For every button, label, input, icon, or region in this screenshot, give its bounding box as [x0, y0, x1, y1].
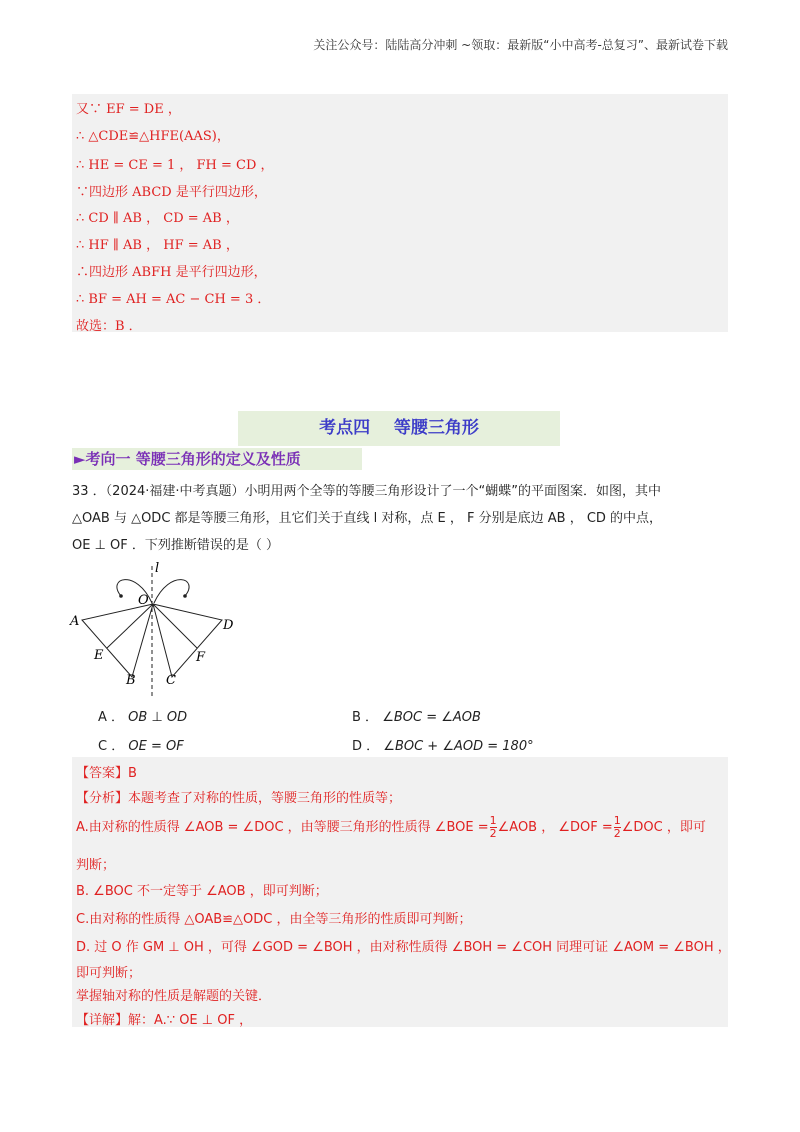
topic-title: 考点四 等腰三角形 [238, 411, 560, 446]
label-D: D [223, 618, 234, 633]
analysis-a-part2: ∠AOB ， ∠DOF = [497, 820, 613, 835]
triangle-OAB [82, 604, 153, 677]
solution-line: ∴四边形 ABFH 是平行四边形， [76, 265, 267, 280]
analysis-a-part1: A.由对称的性质得 ∠AOB = ∠DOC ，由等腰三角形的性质得 ∠BOE = [76, 820, 489, 835]
option-d-text: ∠BOC + ∠AOD = 180° [383, 739, 534, 754]
option-d-letter: D ． [352, 739, 380, 754]
option-b-letter: B ． [352, 710, 379, 725]
detail-line: 【详解】解：A.∵ OE ⊥ OF ， [76, 1013, 253, 1028]
option-b-text: ∠BOC = ∠AOB [382, 710, 481, 725]
label-l: l [155, 561, 160, 576]
label-A: A [70, 614, 80, 629]
label-B: B [126, 673, 136, 688]
solution-line: 又∵ EF = DE ， [76, 102, 181, 117]
solution-line: ∴ HE = CE = 1 ， FH = CD ， [76, 158, 274, 173]
solution-line: 故选：B ． [76, 319, 142, 334]
solution-line: ∴ △CDE≌△HFE(AAS)， [76, 129, 230, 144]
option-d [352, 735, 534, 754]
solution-line: ∴ HF ∥ AB ， HF = AB ， [76, 238, 239, 253]
fraction-num: 1 [613, 814, 621, 827]
analysis-a-cont: 判断； [76, 858, 116, 873]
analysis-d-line: D. 过 O 作 GM ⊥ OH ，可得 ∠GOD = ∠BOH ，由对称性质得 ∠BOH = ∠COH 同理可证 ∠AOM = ∠BOH ， [76, 940, 731, 955]
option-b [352, 706, 481, 725]
label-O: O [138, 593, 149, 608]
analysis-b-line: B. ∠BOC 不一定等于 ∠AOB ，即可判断； [76, 884, 328, 899]
option-a-letter: A ． [98, 710, 125, 725]
fraction-half-2 [614, 815, 621, 840]
page-header: 关注公众号：陆陆高分冲刺 ~领取：最新版“小中高考-总复习”、最新试卷下载 [313, 38, 728, 52]
label-C: C [166, 673, 176, 688]
key-point-line: 掌握轴对称的性质是解题的关键． [76, 989, 272, 1004]
butterfly-figure [66, 558, 246, 703]
analysis-a-part3: ∠DOC ，即可 [621, 820, 706, 835]
answer-line: 【答案】B [76, 766, 137, 781]
solution-line: ∵四边形 ABCD 是平行四边形， [76, 185, 267, 200]
label-F: F [196, 650, 206, 665]
fraction-num: 1 [489, 814, 497, 827]
option-a [98, 706, 187, 725]
question-line-2: △OAB 与 △ODC 都是等腰三角形，且它们关于直线 l 对称，点 E ， F 分别是底边 AB ， CD 的中点， [72, 511, 663, 526]
solution-line: ∴ BF = AH = AC − CH = 3 ． [76, 292, 271, 307]
answer-box [72, 757, 731, 1028]
fraction-half-1 [490, 815, 497, 840]
solution-line: ∴ CD ∥ AB ， CD = AB ， [76, 211, 239, 226]
question-line-3: OE ⊥ OF ．下列推断错误的是（ ） [72, 538, 280, 553]
segment-OF [153, 604, 197, 648]
question-line-1: 33 ．（2024·福建·中考真题）小明用两个全等的等腰三角形设计了一个“蝴蝶”的平面图案．如图，其中 [72, 484, 661, 499]
analysis-c-line: C.由对称的性质得 △OAB≌△ODC ，由全等三角形的性质即可判断； [76, 912, 472, 927]
option-a-text: OB ⊥ OD [128, 710, 188, 725]
fraction-den: 2 [613, 827, 621, 840]
fraction-den: 2 [489, 827, 497, 840]
option-c-text: OE = OF [128, 739, 184, 754]
subtopic-title: ►考向一 等腰三角形的定义及性质 [72, 448, 362, 470]
right-antenna [154, 580, 189, 603]
analysis-line: 【分析】本题考查了对称的性质，等腰三角形的性质等； [76, 791, 402, 806]
analysis-d-cont: 即可判断； [76, 966, 142, 981]
segment-OE [107, 604, 153, 648]
option-c [98, 735, 184, 754]
solution-tail-box [72, 94, 728, 332]
analysis-a-line [76, 815, 706, 840]
option-c-letter: C ． [98, 739, 125, 754]
label-E: E [94, 648, 104, 663]
